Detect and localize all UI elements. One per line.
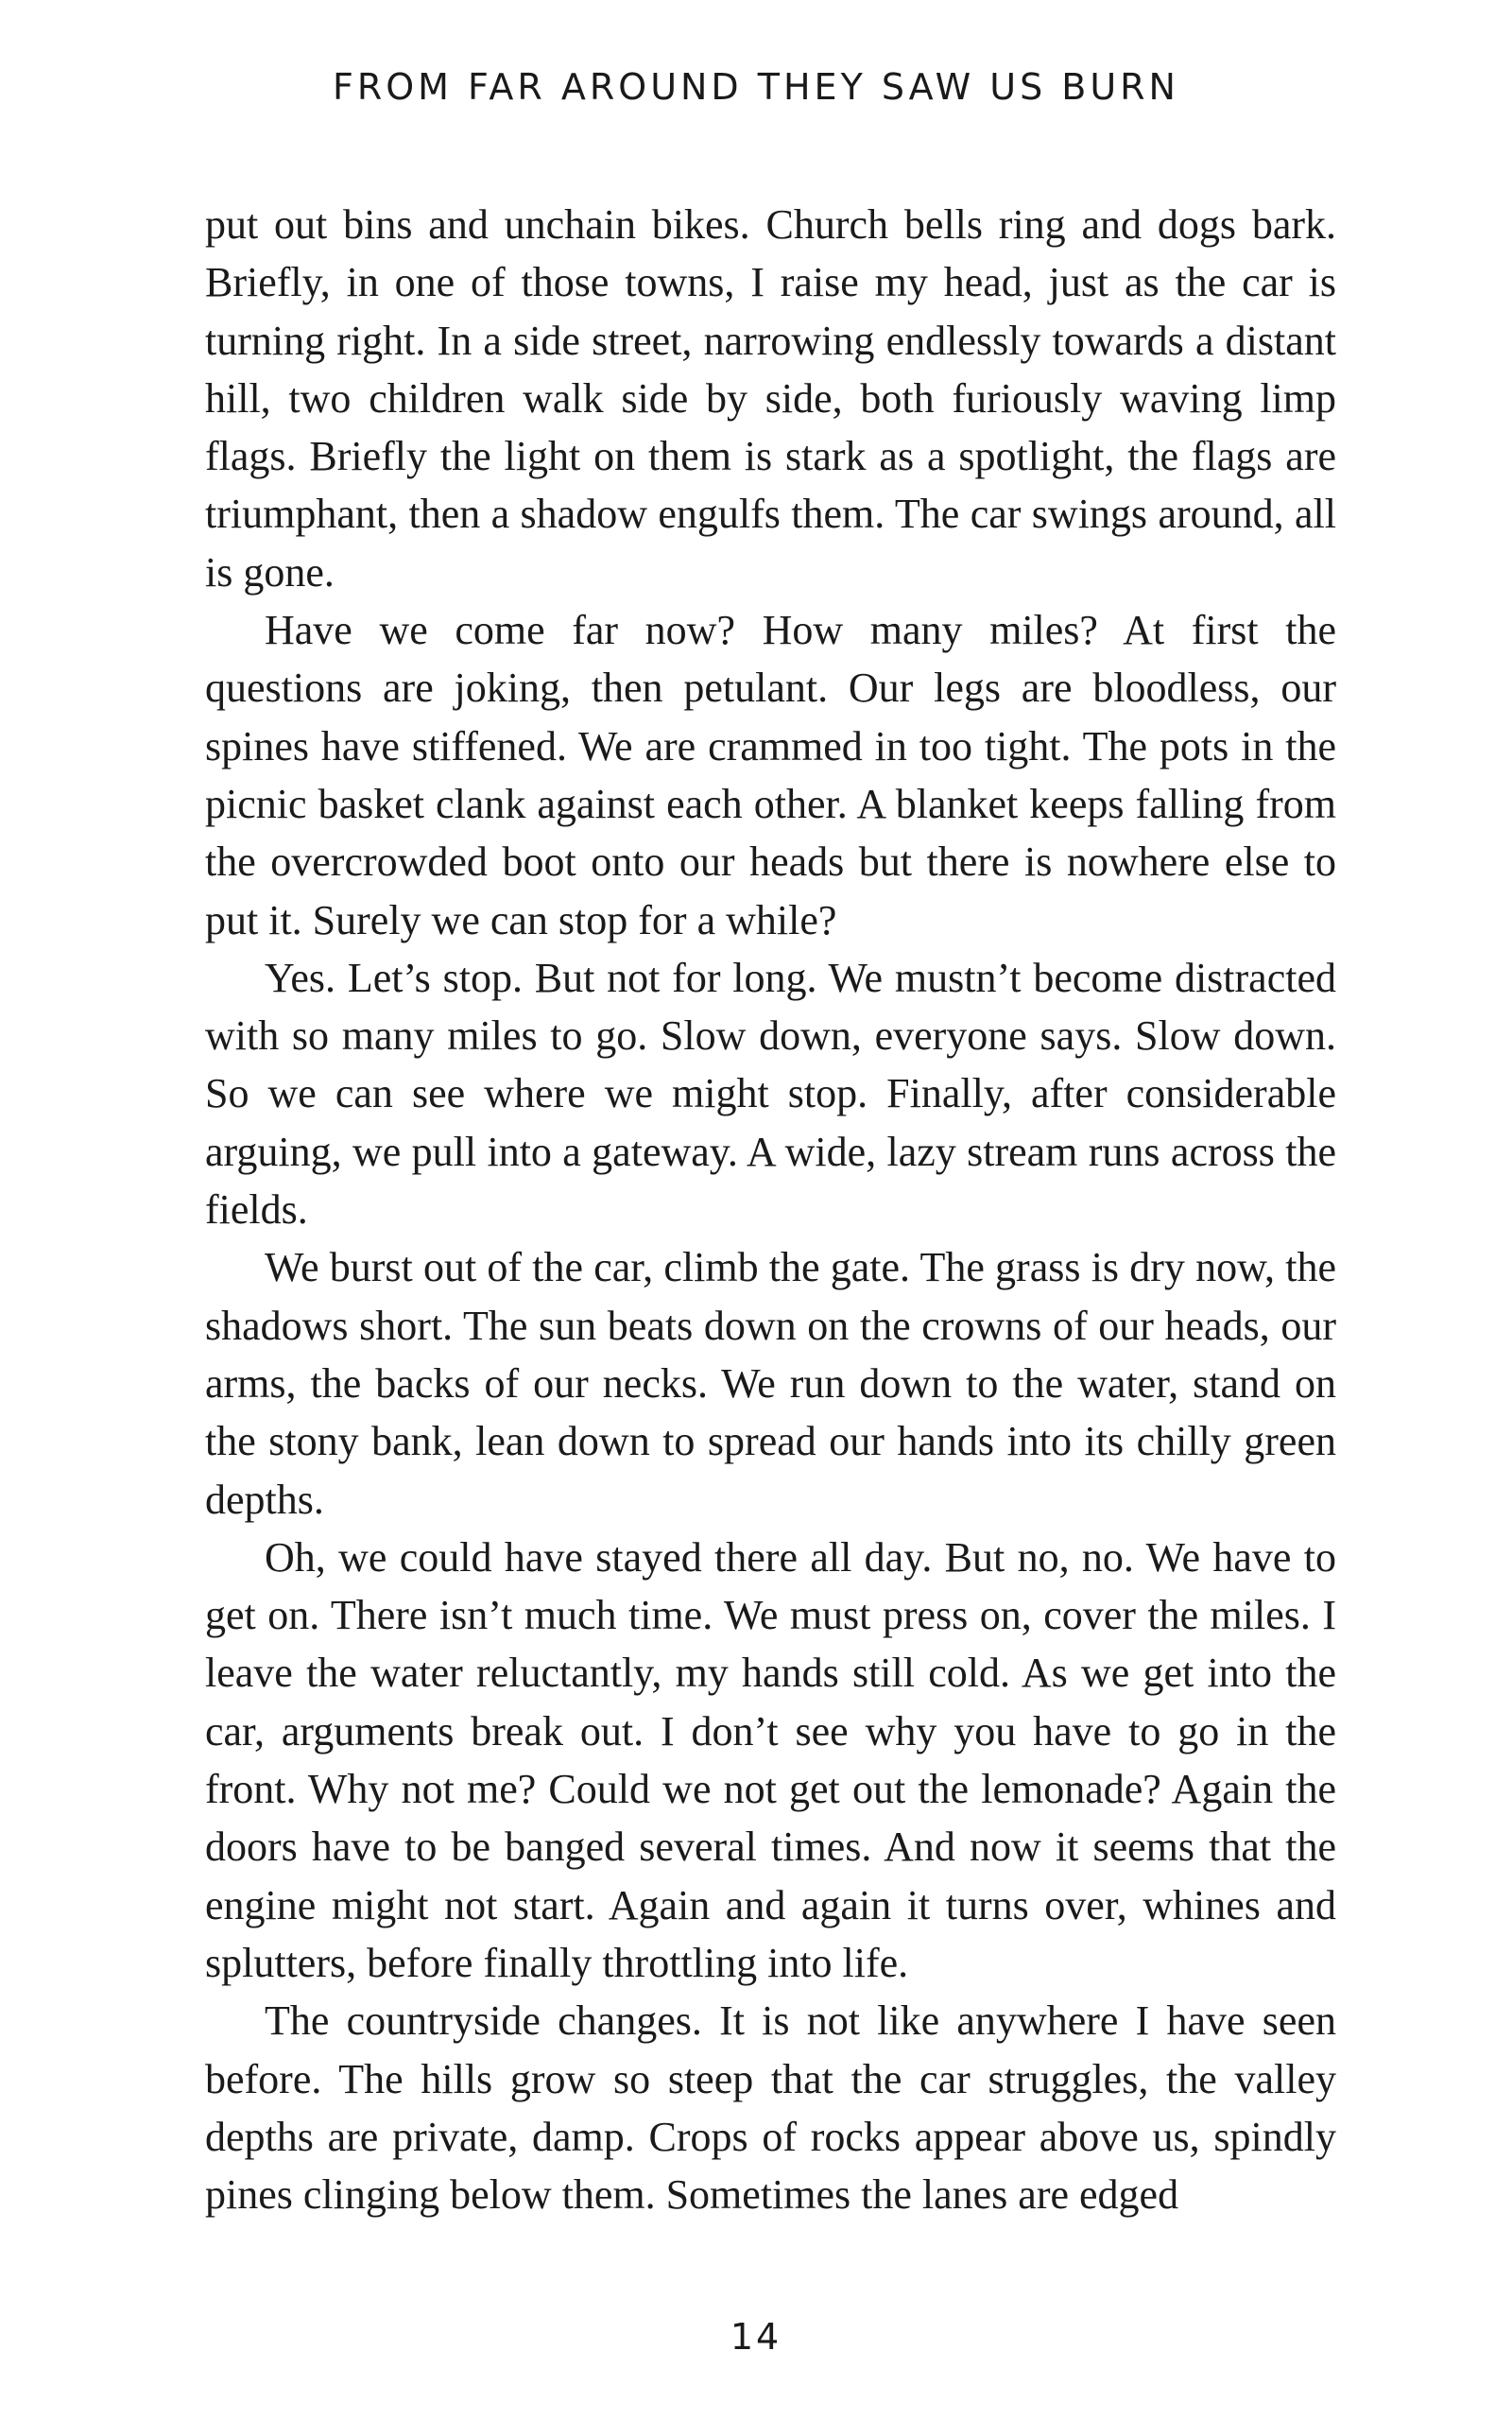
page-number: 14 — [730, 2316, 782, 2358]
running-head: FROM FAR AROUND THEY SAW US BURN — [333, 66, 1179, 108]
paragraph: Oh, we could have stayed there all day. But no, no. We have to get on. There isn’t much time. We must press on, cover the miles. I leave the water reluctantly, my hands still cold. As we get into the car, arguments break out. I don’t see why you have to go in the front. Why not me? Could we not get out the lemonade? Again the doors have to be banged several times. And now it seems that the engine might not start. Again and again it turns over, whines and splutters, before finally throttling into life. — [205, 1533, 1336, 1986]
paragraph: put out bins and unchain bikes. Church bells ring and dogs bark. Briefly, in one of those towns, I raise my head, just as the car is turning right. In a side street, narrowing endlessly towards a distant hill, two children walk side by side, both furiously waving limp flags. Briefly the light on them is stark as a spotlight, the flags are triumphant, then a shadow engulfs them. The car swings around, all is gone. — [205, 201, 1336, 596]
paragraph: Have we come far now? How many miles? At first the questions are joking, then petulant. Our legs are bloodless, our spines have stiffened. We are crammed in too tight. The pots in the picnic basket clank against each other. A blanket keeps falling from the overcrowded boot onto our heads but there is nowhere else to put it. Surely we can stop for a while? — [205, 607, 1336, 943]
body-text — [205, 196, 1336, 2223]
paragraph: We burst out of the car, climb the gate. The grass is dry now, the shadows short. The sun beats down on the crowns of our heads, our arms, the backs of our necks. We run down to the water, stand on the stony bank, lean down to spread our hands into its chilly green depths. — [205, 1244, 1336, 1523]
paragraph: The countryside changes. It is not like anywhere I have seen before. The hills grow so steep that the car struggles, the valley depths are private, damp. Crops of rocks appear above us, spindly pines clinging below them. Sometimes the lanes are edged — [205, 1997, 1336, 2219]
paragraph: Yes. Let’s stop. But not for long. We mustn’t become distracted with so many miles to go. Slow down, everyone says. Slow down. So we can see where we might stop. Finally, after considerable arguing, we pull into a gateway. A wide, lazy stream runs across the fields. — [205, 954, 1336, 1234]
